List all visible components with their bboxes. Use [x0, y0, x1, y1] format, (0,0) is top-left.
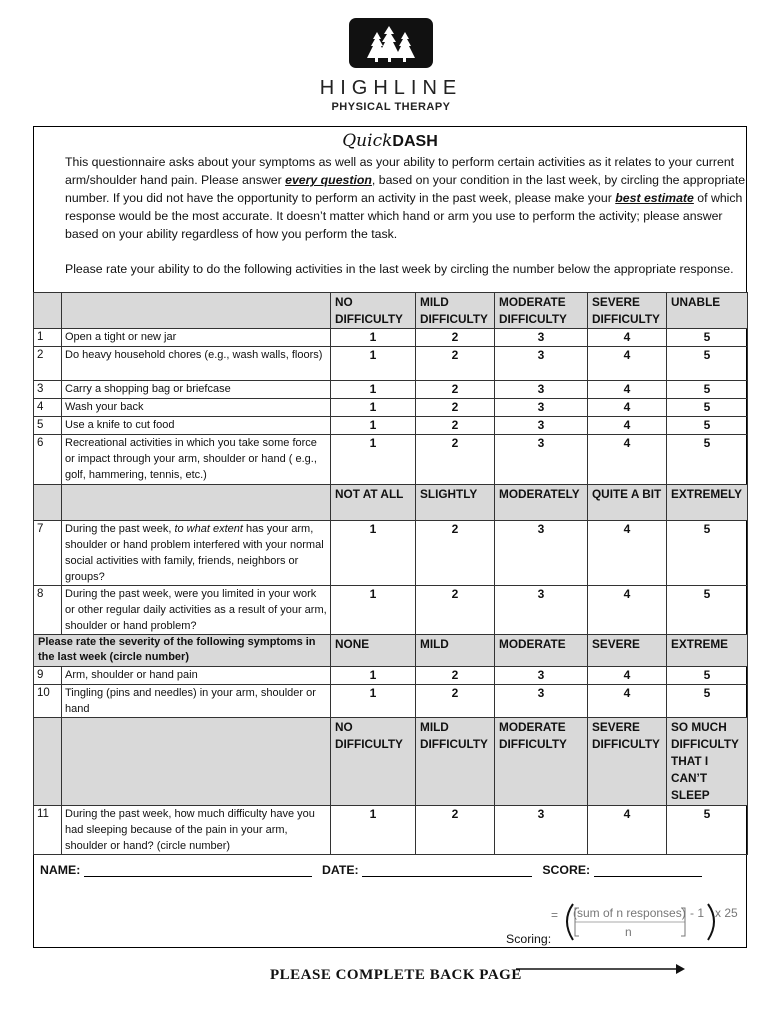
response-option-4[interactable]: 4 — [588, 399, 667, 417]
response-option-2[interactable]: 2 — [416, 806, 495, 855]
response-option-1[interactable]: 1 — [331, 685, 416, 718]
response-option-2[interactable]: 2 — [416, 347, 495, 381]
question-text: Use a knife to cut food — [62, 417, 331, 435]
response-option-4[interactable]: 4 — [588, 435, 667, 485]
response-option-4[interactable]: 4 — [588, 586, 667, 635]
response-option-4[interactable]: 4 — [588, 521, 667, 586]
intro-every-question: every question — [285, 173, 372, 187]
header-num-cell — [34, 293, 62, 329]
arrow-right-icon — [516, 962, 686, 976]
response-option-1[interactable]: 1 — [331, 329, 416, 347]
response-option-3[interactable]: 3 — [495, 806, 588, 855]
response-option-4[interactable]: 4 — [588, 806, 667, 855]
response-option-1[interactable]: 1 — [331, 806, 416, 855]
formula-sum: (sum of n responses) — [573, 906, 686, 920]
response-option-4[interactable]: 4 — [588, 685, 667, 718]
response-option-4[interactable]: 4 — [588, 667, 667, 685]
question-row — [34, 417, 748, 435]
response-option-2[interactable]: 2 — [416, 329, 495, 347]
question-number: 2 — [34, 347, 62, 381]
intro-text-2: , based on your condition in the last week, by circling the appropriate number. If you did not have the opportunity to perform an activity in the past week, please make your — [65, 173, 746, 205]
response-option-3[interactable]: 3 — [495, 347, 588, 381]
highline-logo — [318, 18, 464, 113]
response-option-4[interactable]: 4 — [588, 329, 667, 347]
response-option-1[interactable]: 1 — [331, 417, 416, 435]
form-title — [34, 131, 746, 151]
response-option-2[interactable]: 2 — [416, 586, 495, 635]
scoring-label: Scoring: — [506, 932, 552, 946]
scoring-formula — [545, 900, 755, 946]
title-dash: DASH — [392, 133, 438, 150]
question-number: 10 — [34, 685, 62, 718]
back-page-note: PLEASE COMPLETE BACK PAGE — [270, 967, 522, 983]
intro-text-3: of which response would be the most accurate. It doesn’t matter which hand or arm you use to perform the activity; please answer based on your ability regardless of how you perform the task. — [65, 191, 743, 241]
response-option-3[interactable]: 3 — [495, 685, 588, 718]
footer-fields — [40, 862, 740, 877]
question-number: 1 — [34, 329, 62, 347]
response-option-3[interactable]: 3 — [495, 399, 588, 417]
question-number: 4 — [34, 399, 62, 417]
question-text-b: has your arm, shoulder or hand problem interfered with your normal social activities with family, friends, neighbors or groups? — [65, 523, 324, 583]
formula-minus: - 1 — [690, 906, 705, 920]
intro-paragraph — [65, 153, 747, 243]
question-text: Arm, shoulder or hand pain — [62, 667, 331, 685]
response-option-2[interactable]: 2 — [416, 685, 495, 718]
question-text: Wash your back — [62, 399, 331, 417]
date-field[interactable] — [362, 862, 532, 877]
response-option-5[interactable]: 5 — [667, 347, 748, 381]
header-row-extent — [34, 485, 748, 521]
response-option-5[interactable]: 5 — [667, 399, 748, 417]
name-field[interactable] — [84, 862, 312, 877]
response-option-5[interactable]: 5 — [667, 329, 748, 347]
response-option-5[interactable]: 5 — [667, 521, 748, 586]
response-option-5[interactable]: 5 — [667, 806, 748, 855]
header-col-2: MILD DIFFICULTY — [416, 718, 495, 806]
question-text — [62, 521, 331, 586]
response-option-5[interactable]: 5 — [667, 586, 748, 635]
response-option-3[interactable]: 3 — [495, 417, 588, 435]
response-option-1[interactable]: 1 — [331, 347, 416, 381]
name-label: NAME: — [40, 863, 81, 877]
header-col-1: NOT AT ALL — [331, 485, 416, 521]
header-label-cell — [62, 293, 331, 329]
response-option-2[interactable]: 2 — [416, 521, 495, 586]
response-option-3[interactable]: 3 — [495, 435, 588, 485]
formula-n: n — [625, 925, 632, 939]
question-text-a: During the past week, — [65, 523, 175, 535]
header-col-4: SEVERE — [588, 635, 667, 667]
score-field[interactable] — [594, 862, 702, 877]
logo-name: HIGHLINE — [319, 77, 463, 99]
response-option-3[interactable]: 3 — [495, 586, 588, 635]
response-option-1[interactable]: 1 — [331, 435, 416, 485]
response-option-2[interactable]: 2 — [416, 399, 495, 417]
response-option-1[interactable]: 1 — [331, 586, 416, 635]
header-col-4: SEVERE DIFFICULTY — [588, 293, 667, 329]
response-option-5[interactable]: 5 — [667, 435, 748, 485]
response-option-3[interactable]: 3 — [495, 381, 588, 399]
response-option-5[interactable]: 5 — [667, 667, 748, 685]
header-col-3: MODERATELY — [495, 485, 588, 521]
header-col-1: NO DIFFICULTY — [331, 293, 416, 329]
header-row-severity — [34, 635, 748, 667]
header-col-5: EXTREME — [667, 635, 748, 667]
response-option-3[interactable]: 3 — [495, 521, 588, 586]
header-row-difficulty — [34, 293, 748, 329]
header-col-4: SEVERE DIFFICULTY — [588, 718, 667, 806]
header-num-cell — [34, 485, 62, 521]
question-number: 3 — [34, 381, 62, 399]
header-col-2: MILD DIFFICULTY — [416, 293, 495, 329]
question-text: Do heavy household chores (e.g., wash walls, floors) — [62, 347, 331, 381]
logo-subtitle: PHYSICAL THERAPY — [331, 101, 451, 113]
intro-text-1: This questionnaire asks about your symptoms as well as your ability to perform certain activities as it relates to your current arm/shoulder hand pain. Please answer — [65, 155, 735, 187]
response-option-4[interactable]: 4 — [588, 347, 667, 381]
header-col-5: SO MUCH DIFFICULTY THAT I CAN’T SLEEP — [667, 718, 748, 806]
header-col-1: NONE — [331, 635, 416, 667]
header-num-cell — [34, 718, 62, 806]
response-option-1[interactable]: 1 — [331, 399, 416, 417]
response-option-3[interactable]: 3 — [495, 329, 588, 347]
response-option-1[interactable]: 1 — [331, 667, 416, 685]
question-text: Recreational activities in which you take some force or impact through your arm, shoulder or hand ( e.g., golf, hammering, tennis, etc.) — [62, 435, 331, 485]
header-col-1: NO DIFFICULTY — [331, 718, 416, 806]
question-text: During the past week, how much difficulty have you had sleeping because of the pain in your arm, shoulder or hand? (circle number) — [62, 806, 331, 855]
header-col-5: EXTREMELY — [667, 485, 748, 521]
question-number: 6 — [34, 435, 62, 485]
formula-times: x 25 — [715, 906, 738, 920]
question-number: 8 — [34, 586, 62, 635]
question-row — [34, 521, 748, 586]
question-number: 11 — [34, 806, 62, 855]
question-number: 7 — [34, 521, 62, 586]
question-text: Tingling (pins and needles) in your arm, shoulder or hand — [62, 685, 331, 718]
question-text-italic: to what extent — [174, 523, 243, 535]
header-col-3: MODERATE DIFFICULTY — [495, 293, 588, 329]
question-number: 9 — [34, 667, 62, 685]
questionnaire-table — [33, 292, 748, 855]
response-option-5[interactable]: 5 — [667, 381, 748, 399]
question-row — [34, 667, 748, 685]
question-row — [34, 399, 748, 417]
question-row — [34, 329, 748, 347]
question-text: Open a tight or new jar — [62, 329, 331, 347]
response-option-5[interactable]: 5 — [667, 417, 748, 435]
response-option-3[interactable]: 3 — [495, 667, 588, 685]
score-label: SCORE: — [542, 863, 591, 877]
response-option-4[interactable]: 4 — [588, 417, 667, 435]
question-row — [34, 806, 748, 855]
rate-instructions: Please rate your ability to do the following activities in the last week by circling the number below the appropriate response. — [65, 262, 734, 276]
response-option-4[interactable]: 4 — [588, 381, 667, 399]
intro-best-estimate: best estimate — [615, 191, 694, 205]
response-option-5[interactable]: 5 — [667, 685, 748, 718]
formula-equals: = — [551, 908, 559, 922]
response-option-2[interactable]: 2 — [416, 435, 495, 485]
header-col-3: MODERATE DIFFICULTY — [495, 718, 588, 806]
header-col-2: MILD — [416, 635, 495, 667]
header-col-2: SLIGHTLY — [416, 485, 495, 521]
response-option-2[interactable]: 2 — [416, 667, 495, 685]
date-label: DATE: — [321, 863, 359, 877]
header-label-cell — [62, 718, 331, 806]
question-text: During the past week, were you limited in your work or other regular daily activities as a result of your arm, shoulder or hand problem? — [62, 586, 331, 635]
header-label-cell — [62, 485, 331, 521]
response-option-1[interactable]: 1 — [331, 381, 416, 399]
response-option-1[interactable]: 1 — [331, 521, 416, 586]
question-number: 5 — [34, 417, 62, 435]
question-row — [34, 347, 748, 381]
question-row — [34, 435, 748, 485]
title-quick: Quick — [342, 131, 393, 151]
header-col-5: UNABLE — [667, 293, 748, 329]
header-col-4: QUITE A BIT — [588, 485, 667, 521]
question-row — [34, 381, 748, 399]
question-row — [34, 586, 748, 635]
header-row-sleep — [34, 718, 748, 806]
response-option-2[interactable]: 2 — [416, 381, 495, 399]
severity-instructions: Please rate the severity of the following symptoms in the last week (circle number) — [34, 635, 331, 667]
question-row — [34, 685, 748, 718]
pine-trees-logo-icon — [349, 18, 433, 68]
header-col-3: MODERATE — [495, 635, 588, 667]
response-option-2[interactable]: 2 — [416, 417, 495, 435]
question-text: Carry a shopping bag or briefcase — [62, 381, 331, 399]
